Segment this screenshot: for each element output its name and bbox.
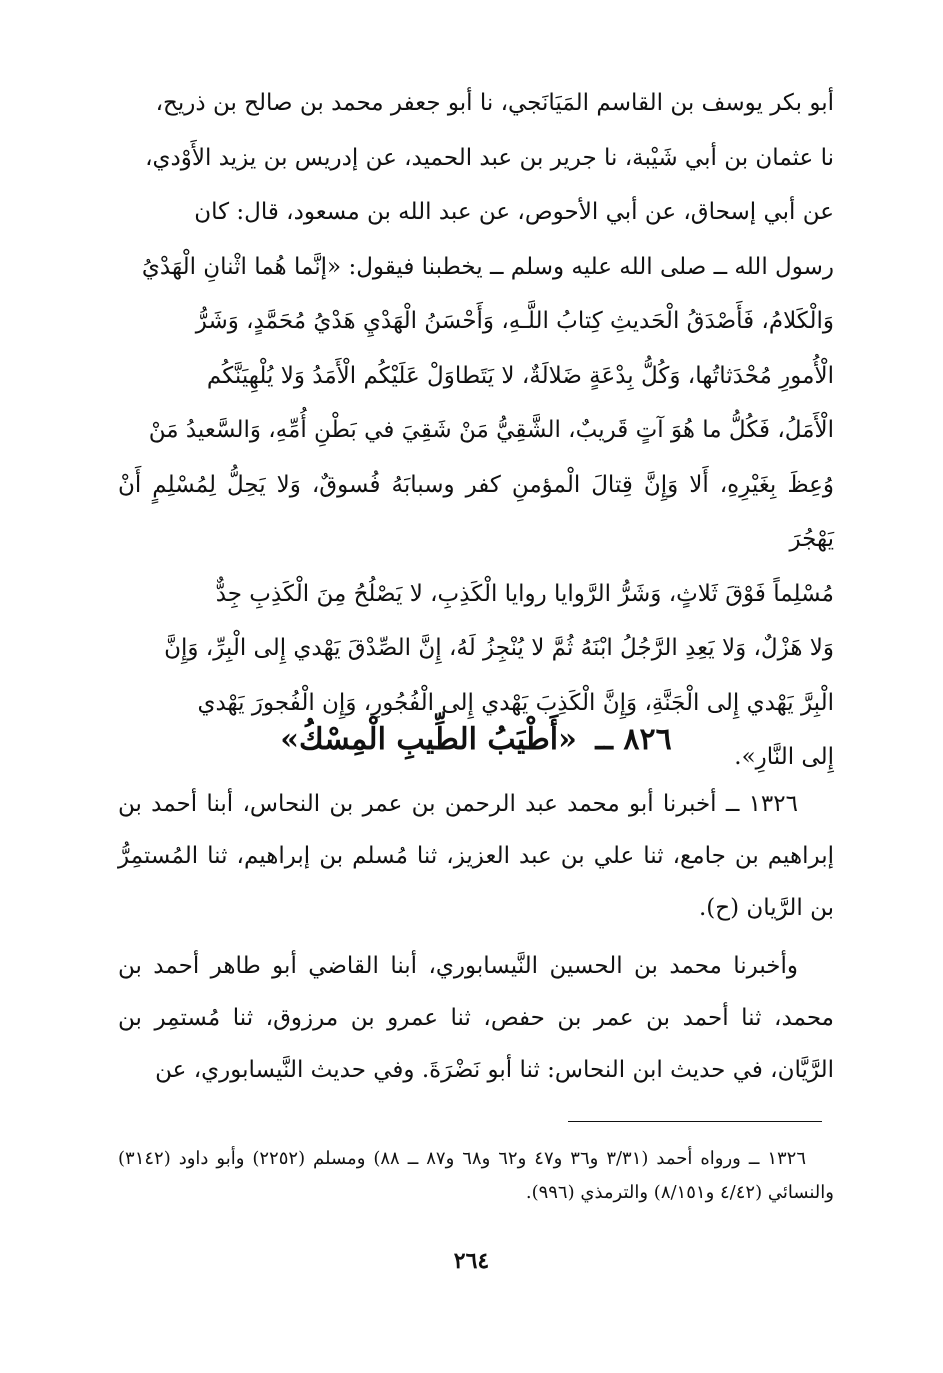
- text-line: إِلى النَّارِ».: [734, 744, 834, 770]
- text-line: الْأَمَلُ، فَكُلُّ ما هُوَ آتٍ قَريبٌ، الشَّقِيُّ مَنْ شَقِيَ في بَطْنِ أُمِّهِ، وَالسَّعيدُ مَنْ: [148, 417, 834, 443]
- main-text-block: [118, 76, 834, 785]
- text-line: الْبِرَّ يَهْدي إِلى الْجَنَّةِ، وَإِنَّ الْكَذِبَ يَهْدي إِلى الْفُجُورِ، وَإِن الْفُجورَ يَهْدي: [197, 689, 834, 716]
- footnote-divider: [568, 1121, 822, 1122]
- section-number: ٨٢٦ ــ: [595, 722, 672, 757]
- text-line: وَلا هَزْلٌ، وَلا يَعِدِ الرَّجُلُ ابْنَهُ ثُمَّ لا يُنْجِزُ لَهُ، إِنَّ الصِّدْقَ يَهْدي إِلى الْبِرِّ، وَإِنَّ: [164, 635, 834, 661]
- text-line: أبو بكر يوسف بن القاسم المَيَانَجي، نا أبو جعفر محمد بن صالح بن ذريح،: [155, 90, 834, 116]
- text-line: الْأُمورِ مُحْدَثاتُها، وَكُلُّ بِدْعَةٍ ضَلالَةٌ، لا يَتَطاوَلْ عَلَيْكُم الْأَمَدُ وَلا يُلْهِيَنَّكُم: [206, 362, 834, 389]
- chain-paragraph: وأخبرنا محمد بن الحسين النَّيسابوري، أبنا القاضي أبو طاهر أحمد بن محمد، ثنا أحمد بن عمر بن حفص، ثنا عمرو بن مرزوق، ثنا مُستمِر بن الرَّيَّان، في حديث ابن النحاس: ثنا أبو نَضْرَةَ. وفي حديث النَّيسابوري، عن: [118, 953, 834, 1083]
- page-number: ٢٦٤: [453, 1248, 490, 1274]
- footnote: ١٣٢٦ ــ ورواه أحمد (٣/٣١ و٣٦ و٤٧ و٦٢ و٦٨ و٨٧ ــ ٨٨) ومسلم (٢٢٥٢) وأبو داود (٣١٤٢) والنسائي (٤/٤٢ و٨/١٥١) والترمذي (٩٩٦).: [118, 1148, 834, 1203]
- text-line: وَالْكَلامُ، فَأَصْدَقُ الْحَديثِ كِتابُ اللَّـهِ، وَأَحْسَنُ الْهَدْيِ هَدْيُ مُحَمَّدٍ، وَشَرُّ: [195, 308, 834, 334]
- text-line: عن أبي إسحاق، عن أبي الأحوص، عن عبد الله بن مسعود، قال: كان: [194, 199, 834, 225]
- text-line: وُعِظَ بِغَيْرِهِ، أَلا وَإِنَّ قِتالَ الْمؤمنِ كفر وسبابَهُ فُسوقٌ، وَلا يَحِلُّ لِمُسْلِمٍ أَنْ يَهْجُرَ: [118, 471, 834, 552]
- text-line: رسول الله ــ صلى الله عليه وسلم ــ يخطبنا فيقول: «إنَّما هُما اثْنانِ الْهَدْيُ: [141, 253, 834, 280]
- text-line: مُسْلِماً فَوْقَ ثَلاثٍ، وَشَرُّ الرَّوايا روايا الْكَذِبِ، لا يَصْلُحُ مِنَ الْكَذِبِ جِدٌّ: [215, 580, 834, 607]
- text-line: نا عثمان بن أبي شَيْبة، نا جرير بن عبد الحميد، عن إدريس بن يزيد الأَوْدي،: [145, 144, 834, 171]
- hadith-paragraph: ١٣٢٦ ــ أخبرنا أبو محمد عبد الرحمن بن عمر بن النحاس، أبنا أحمد بن إبراهيم بن جامع، ثنا علي بن عبد العزيز، ثنا مُسلم بن إبراهيم، ثنا المُستمِرُّ بن الرَّيان (ح).: [118, 791, 834, 921]
- section-heading: [118, 716, 834, 764]
- section-title: «أَطْيَبُ الطِّيبِ الْمِسْكُ»: [280, 722, 577, 757]
